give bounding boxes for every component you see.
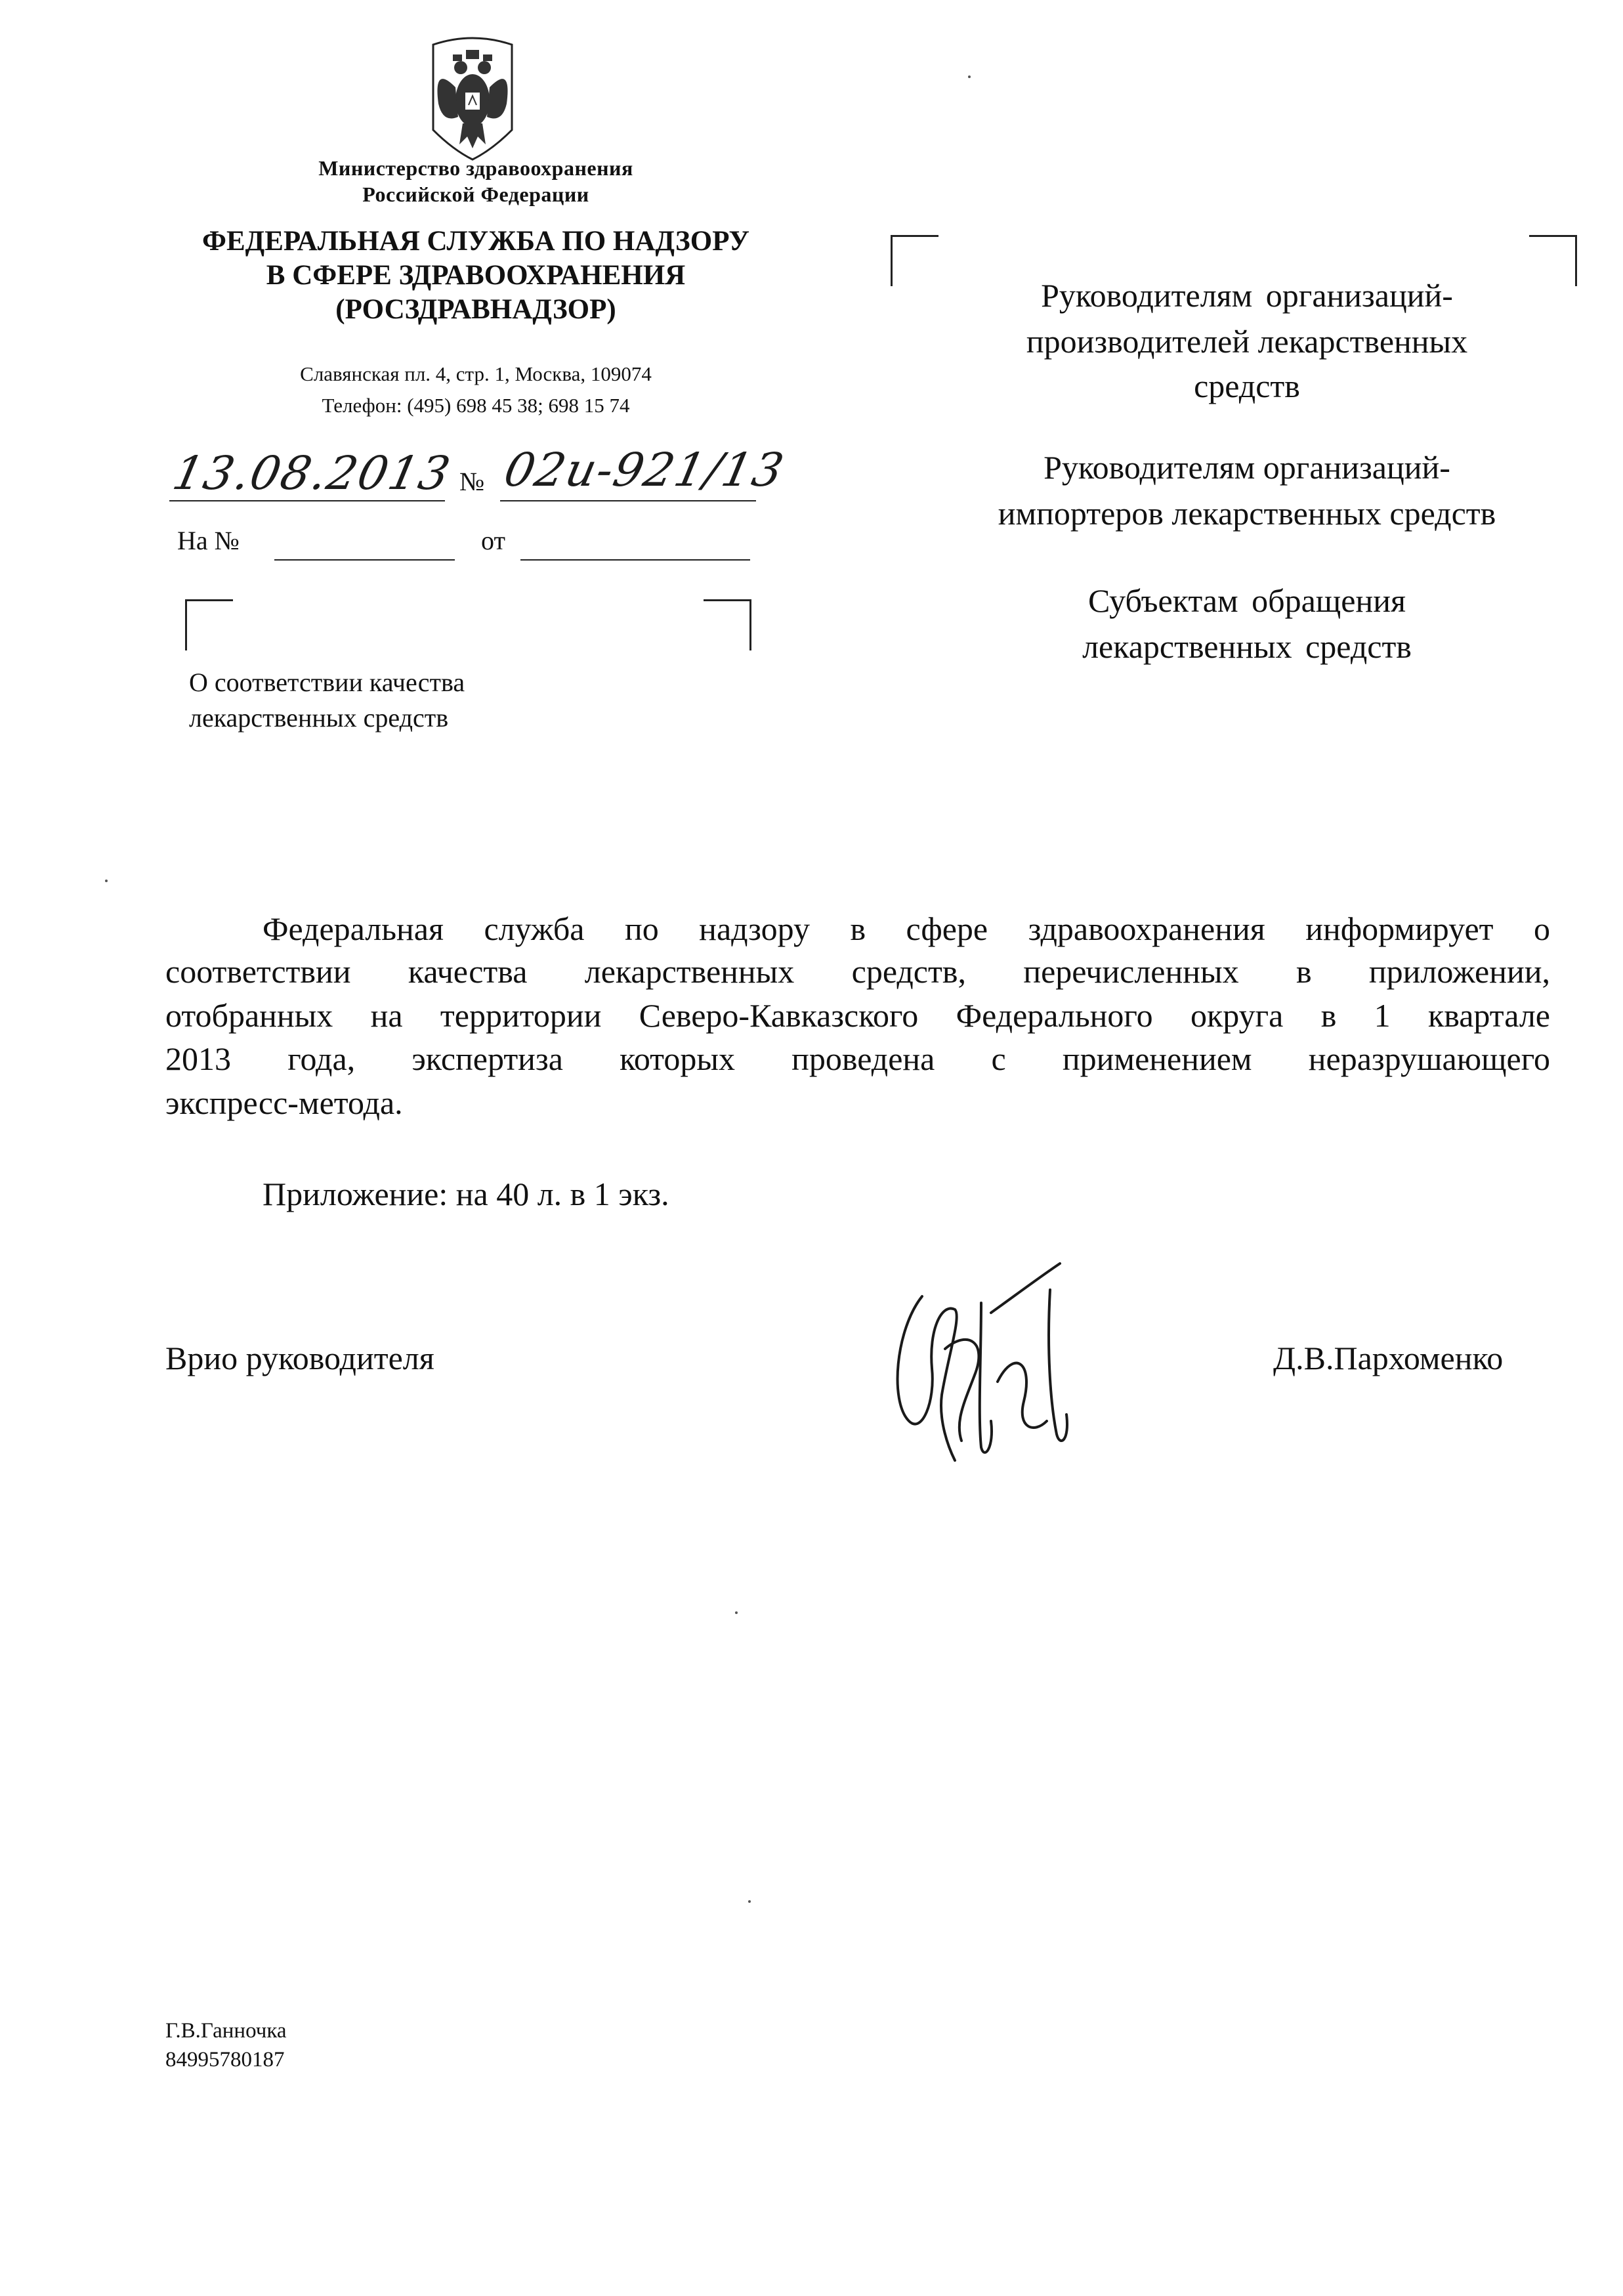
addressee-subjects-line2: лекарственных средств	[1082, 628, 1412, 665]
body-line3: отобранных на территории Северо-Кавказского Федерального округа в 1 квартале	[165, 997, 1550, 1034]
body-line1: Федеральная служба по надзору в сфере здравоохранения информирует о	[263, 910, 1550, 947]
addressee-importers-line2: импортеров лекарственных средств	[998, 495, 1496, 532]
attachment-note: Приложение: на 40 л. в 1 экз.	[263, 1176, 669, 1212]
addressee-manufacturers-line3: средств	[1194, 368, 1300, 404]
scan-speck	[735, 1611, 738, 1614]
executor-phone: 84995780187	[165, 2048, 285, 2072]
addressee-importers-line1: Руководителям организаций-	[1043, 449, 1450, 486]
addressee-manufacturers-line1: Руководителям организаций-	[1041, 277, 1453, 314]
registration-number: 02и-921/13	[499, 443, 790, 497]
service-name-line3: (РОСЗДРАВНАДЗОР)	[335, 294, 616, 325]
registration-date: 13.08.2013	[168, 446, 456, 500]
scan-speck	[105, 880, 108, 882]
reference-number-label: На №	[177, 526, 240, 555]
reference-from-label: от	[481, 526, 505, 555]
body-line2: соответствии качества лекарственных средств, перечисленных в приложении,	[165, 953, 1550, 990]
body-line5: экспресс-метода.	[165, 1084, 403, 1121]
reference-number-line	[274, 559, 455, 561]
subject-corner-left	[185, 599, 233, 650]
service-name-line1: ФЕДЕРАЛЬНАЯ СЛУЖБА ПО НАДЗОРУ	[202, 226, 749, 257]
addressee-subjects-line1: Субъектам обращения	[1088, 582, 1406, 619]
registration-number-line	[500, 500, 756, 501]
executor-name: Г.В.Ганночка	[165, 2019, 287, 2043]
subject-corner-right	[704, 599, 751, 650]
ministry-name-line2: Российской Федерации	[362, 182, 589, 206]
addressee-manufacturers-line2: производителей лекарственных	[1026, 323, 1468, 360]
service-name-line2: В СФЕРЕ ЗДРАВООХРАНЕНИЯ	[266, 260, 686, 291]
sender-address: Славянская пл. 4, стр. 1, Москва, 109074	[300, 362, 652, 385]
subject-line1: О соответствии качества	[189, 668, 465, 697]
body-line4: 2013 года, экспертиза которых проведена с применением неразрушающего	[165, 1040, 1550, 1077]
reference-from-line	[520, 559, 750, 561]
signer-position: Врио руководителя	[165, 1340, 434, 1376]
double-headed-eagle-emblem-icon	[407, 32, 538, 163]
signer-name: Д.В.Пархоменко	[1273, 1340, 1504, 1376]
registration-date-line	[169, 500, 445, 501]
subject-line2: лекарственных средств	[189, 703, 449, 733]
registration-number-label: №	[459, 467, 485, 496]
scan-speck	[968, 75, 971, 78]
ministry-name-line1: Министерство здравоохранения	[318, 156, 633, 180]
sender-phone: Телефон: (495) 698 45 38; 698 15 74	[322, 394, 630, 417]
scan-speck	[748, 1900, 751, 1903]
handwritten-signature-icon	[883, 1250, 1086, 1467]
